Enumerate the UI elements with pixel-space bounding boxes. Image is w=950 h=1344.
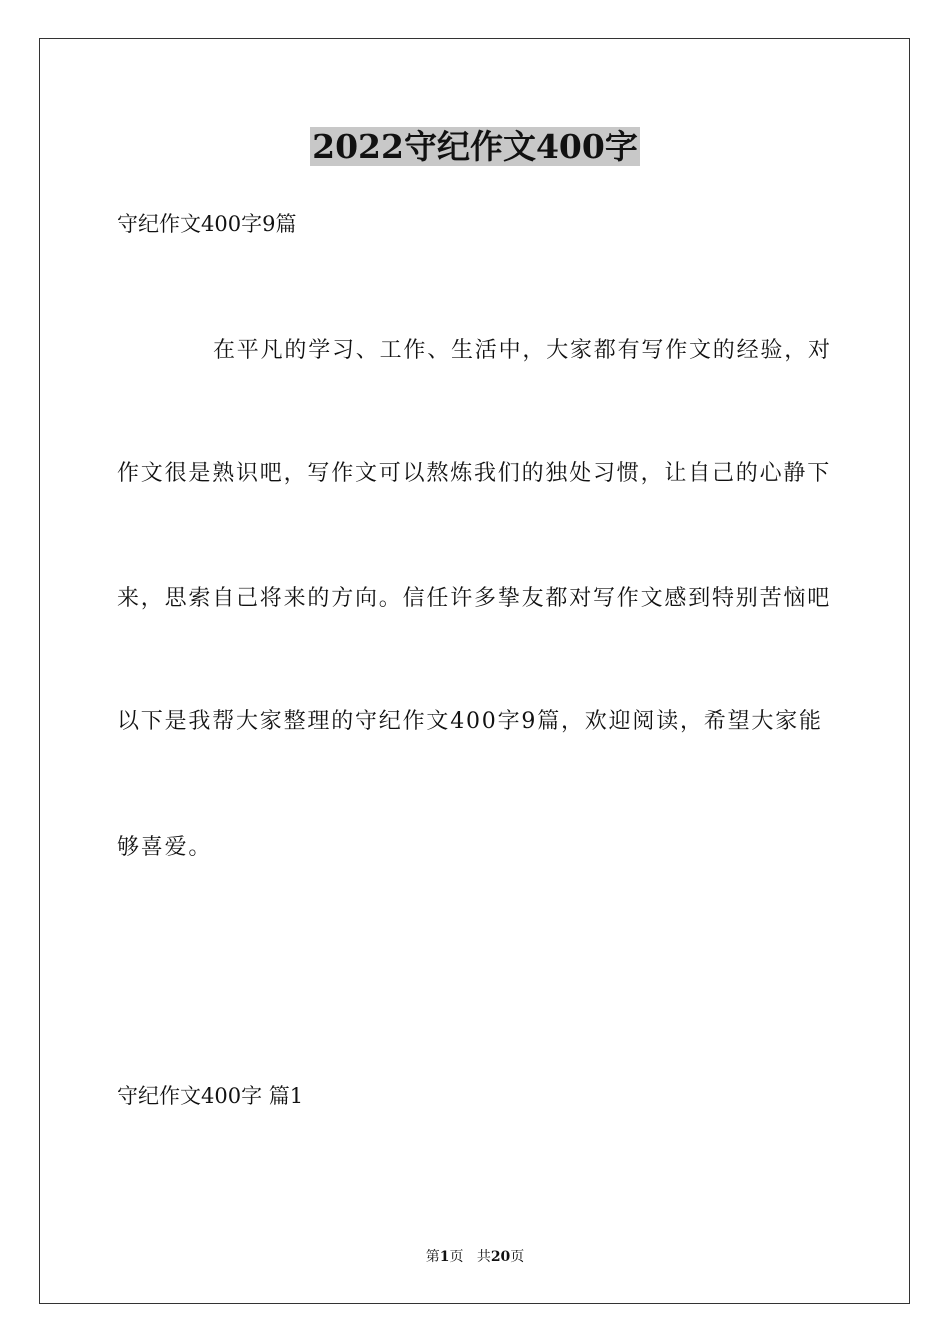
footer-page-prefix: 第: [425, 1249, 440, 1265]
footer-total-pages: 20: [490, 1249, 511, 1265]
footer-page-number: 1: [439, 1249, 450, 1265]
footer-total-prefix: 共: [476, 1249, 491, 1265]
intro-line-4: 以下是我帮大家整理的守纪作文400字9篇，欢迎阅读，希望大家能: [117, 709, 823, 734]
section-heading: 守纪作文400字 篇1: [117, 1084, 304, 1108]
intro-line-1: 在平凡的学习、工作、生活中，大家都有写作文的经验，对: [213, 338, 832, 363]
footer-page-suffix: 页: [449, 1249, 464, 1265]
intro-line-2: 作文很是熟识吧，写作文可以熬炼我们的独处习惯，让自己的心静下: [117, 461, 832, 486]
document-subtitle: 守纪作文400字9篇: [117, 212, 297, 236]
document-title-text: 2022守纪作文400字: [312, 127, 638, 166]
intro-line-3: 来，思索自己将来的方向。信任许多挚友都对写作文感到特别苦恼吧: [117, 586, 832, 611]
document-title: [0, 126, 950, 168]
page-footer: [0, 1248, 950, 1266]
footer-total-suffix: 页: [510, 1249, 525, 1265]
intro-line-5: 够喜爱。: [117, 835, 213, 860]
